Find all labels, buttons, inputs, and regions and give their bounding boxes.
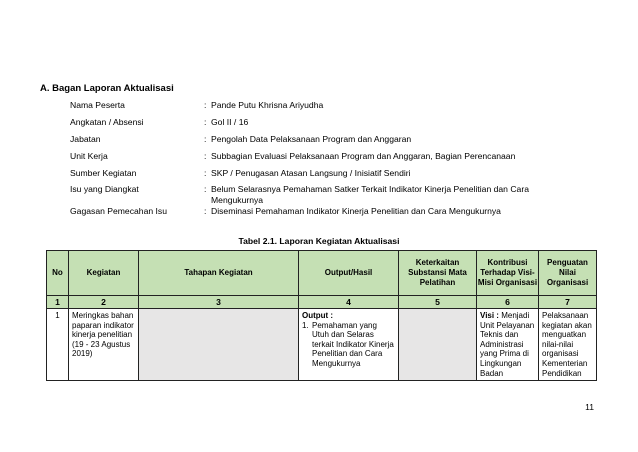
visi-label: Visi : xyxy=(480,311,499,320)
cell-penguatan-text: Pelaksanaan kegiatan akan menguatkan nilai-nilai organisasi Kementerian Pendidikan xyxy=(542,311,592,378)
visi-text: Menjadi Unit Pelayanan Teknis dan Administrasi yang Prima di Lingkungan Badan xyxy=(480,311,535,378)
cell-no xyxy=(47,309,69,381)
info-separator: : xyxy=(204,117,207,127)
cell-kontribusi xyxy=(477,309,539,381)
cell-keterkaitan xyxy=(399,309,477,381)
output-item-text: Pemahaman yang Utuh dan Selaras terkait Indikator Kinerja Penelitian dan Cara Mengukurnya xyxy=(312,320,394,368)
header-kontribusi: Kontribusi Terhadap Visi-Misi Organisasi xyxy=(477,251,539,296)
info-value: Subbagian Evaluasi Pelaksanaan Program dan Anggaran, Bagian Perencanaan xyxy=(211,151,516,161)
info-separator: : xyxy=(204,168,207,178)
info-value: Gol II / 16 xyxy=(211,117,249,127)
info-separator: : xyxy=(204,206,207,216)
cell-keterkaitan-text xyxy=(399,309,476,313)
column-number-row xyxy=(47,296,597,309)
info-label: Sumber Kegiatan xyxy=(70,168,137,178)
table-header-row xyxy=(47,251,597,296)
info-separator: : xyxy=(204,134,207,144)
header-keterkaitan: Keterkaitan Substansi Mata Pelatihan xyxy=(399,251,477,296)
list-item xyxy=(302,321,395,369)
cell-output xyxy=(299,309,399,381)
table-caption: Tabel 2.1. Laporan Kegiatan Aktualisasi xyxy=(238,236,400,246)
cell-kegiatan-text: Meringkas bahan paparan indikator kinerja penelitian (19 - 23 Agustus 2019) xyxy=(72,311,134,359)
cell-tahapan-text xyxy=(139,309,298,313)
info-label: Nama Peserta xyxy=(70,100,125,110)
info-value: Pande Putu Khrisna Ariyudha xyxy=(211,100,324,110)
info-separator: : xyxy=(204,100,207,110)
output-label: Output : xyxy=(302,311,334,320)
col-number: 4 xyxy=(299,296,399,309)
cell-penguatan xyxy=(539,309,597,381)
col-number: 6 xyxy=(477,296,539,309)
cell-tahapan xyxy=(139,309,299,381)
cell-kegiatan xyxy=(69,309,139,381)
header-tahapan: Tahapan Kegiatan xyxy=(139,251,299,296)
info-separator: : xyxy=(204,184,207,194)
output-list xyxy=(302,321,395,369)
info-separator: : xyxy=(204,151,207,161)
cell-no-text: 1 xyxy=(55,311,60,320)
col-number: 5 xyxy=(399,296,477,309)
header-no: No xyxy=(47,251,69,296)
col-number: 7 xyxy=(539,296,597,309)
header-output: Output/Hasil xyxy=(299,251,399,296)
col-number: 2 xyxy=(69,296,139,309)
info-value: Diseminasi Pemahaman Indikator Kinerja Penelitian dan Cara Mengukurnya xyxy=(211,206,501,216)
col-number: 1 xyxy=(47,296,69,309)
info-value: SKP / Penugasan Atasan Langsung / Inisiatif Sendiri xyxy=(211,168,411,178)
page-number: 11 xyxy=(585,402,594,412)
info-label: Isu yang Diangkat xyxy=(70,184,139,194)
activity-table xyxy=(46,250,597,381)
info-label: Gagasan Pemecahan Isu xyxy=(70,206,167,216)
info-label: Unit Kerja xyxy=(70,151,108,161)
info-label: Angkatan / Absensi xyxy=(70,117,144,127)
col-number: 3 xyxy=(139,296,299,309)
info-value: Belum Selarasnya Pemahaman Satker Terkait Indikator Kinerja Penelitian dan Cara Mengukurnya xyxy=(211,184,529,205)
info-label: Jabatan xyxy=(70,134,101,144)
header-penguatan: Penguatan Nilai Organisasi xyxy=(539,251,597,296)
header-kegiatan: Kegiatan xyxy=(69,251,139,296)
section-title: A. Bagan Laporan Aktualisasi xyxy=(40,83,174,94)
info-value: Pengolah Data Pelaksanaan Program dan Anggaran xyxy=(211,134,412,144)
output-item-number: 1. xyxy=(302,320,309,330)
table-row xyxy=(47,309,597,381)
